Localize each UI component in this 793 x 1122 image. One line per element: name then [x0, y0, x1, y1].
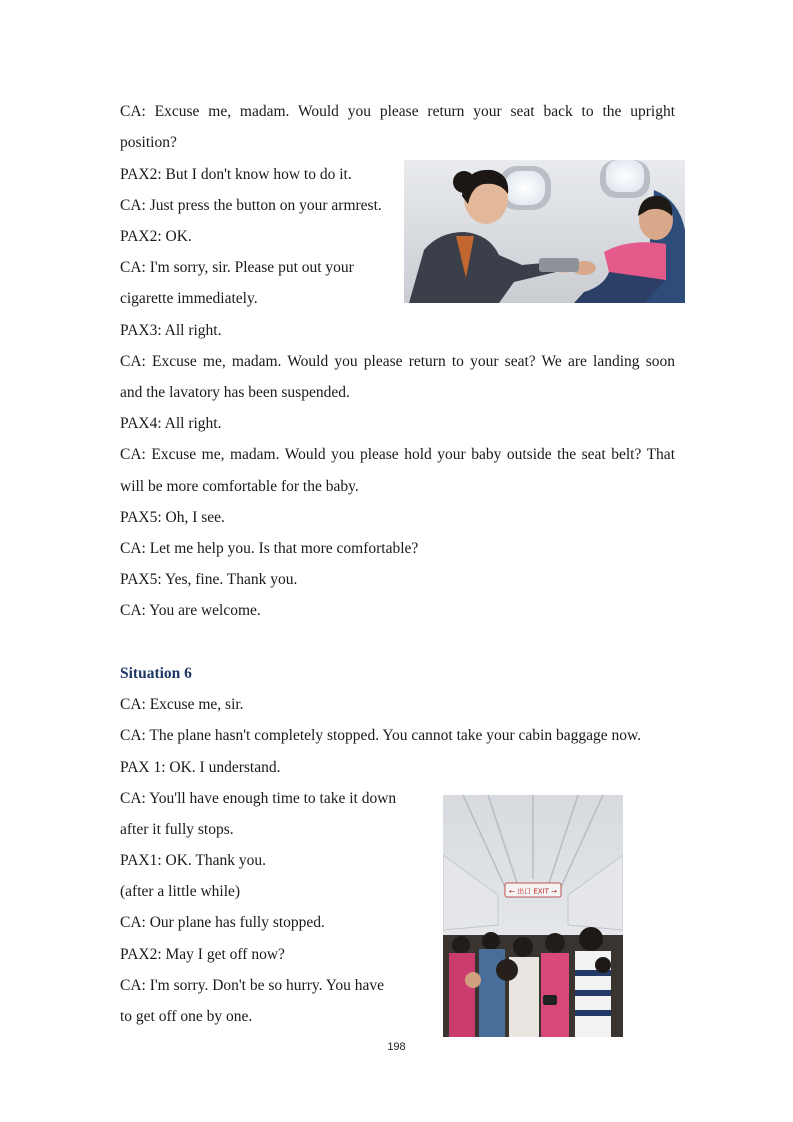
dialogue-line: PAX2: But I don't know how to do it.: [120, 166, 352, 183]
dialogue-line: PAX3: All right.: [120, 322, 222, 339]
dialogue-line: CA: Excuse me, sir.: [120, 696, 244, 713]
section-heading: Situation 6: [120, 665, 192, 682]
dialogue-line: CA: Let me help you. Is that more comfortable?: [120, 540, 419, 557]
exit-sign-text: ← 出口 EXIT →: [509, 887, 557, 896]
dialogue-line: CA: Excuse me, madam. Would you please hold your baby outside the seat belt? That: [120, 446, 675, 463]
dialogue-line: CA: You'll have enough time to take it down: [120, 790, 397, 807]
dialogue-line: PAX2: May I get off now?: [120, 946, 285, 963]
dialogue-line: CA: Our plane has fully stopped.: [120, 914, 325, 931]
dialogue-line: cigarette immediately.: [120, 290, 258, 307]
dialogue-line: PAX5: Yes, fine. Thank you.: [120, 571, 298, 588]
dialogue-line: to get off one by one.: [120, 1008, 253, 1025]
dialogue-line: will be more comfortable for the baby.: [120, 478, 359, 495]
dialogue-line: PAX5: Oh, I see.: [120, 509, 225, 526]
dialogue-line: CA: I'm sorry, sir. Please put out your: [120, 259, 354, 276]
dialogue-line: PAX4: All right.: [120, 415, 222, 432]
crowded-cabin-photo: [443, 795, 623, 1037]
dialogue-line: after it fully stops.: [120, 821, 234, 838]
dialogue-line: CA: Excuse me, madam. Would you please return to your seat? We are landing soon: [120, 353, 675, 370]
dialogue-line: PAX1: OK. Thank you.: [120, 852, 266, 869]
dialogue-line: CA: Just press the button on your armrest.: [120, 197, 382, 214]
dialogue-line: CA: I'm sorry. Don't be so hurry. You have: [120, 977, 385, 994]
dialogue-line: (after a little while): [120, 883, 241, 900]
page-number: 198: [387, 1041, 406, 1053]
dialogue-line: PAX 1: OK. I understand.: [120, 759, 281, 776]
dialogue-line: and the lavatory has been suspended.: [120, 384, 350, 401]
dialogue-line: CA: Excuse me, madam. Would you please return your seat back to the upright: [120, 103, 675, 120]
dialogue-line: CA: You are welcome.: [120, 602, 261, 619]
cabin-attendant-photo: [404, 160, 685, 303]
dialogue-line: position?: [120, 134, 177, 151]
dialogue-line: PAX2: OK.: [120, 228, 192, 245]
dialogue-line: CA: The plane hasn't completely stopped. You cannot take your cabin baggage now.: [120, 727, 642, 744]
